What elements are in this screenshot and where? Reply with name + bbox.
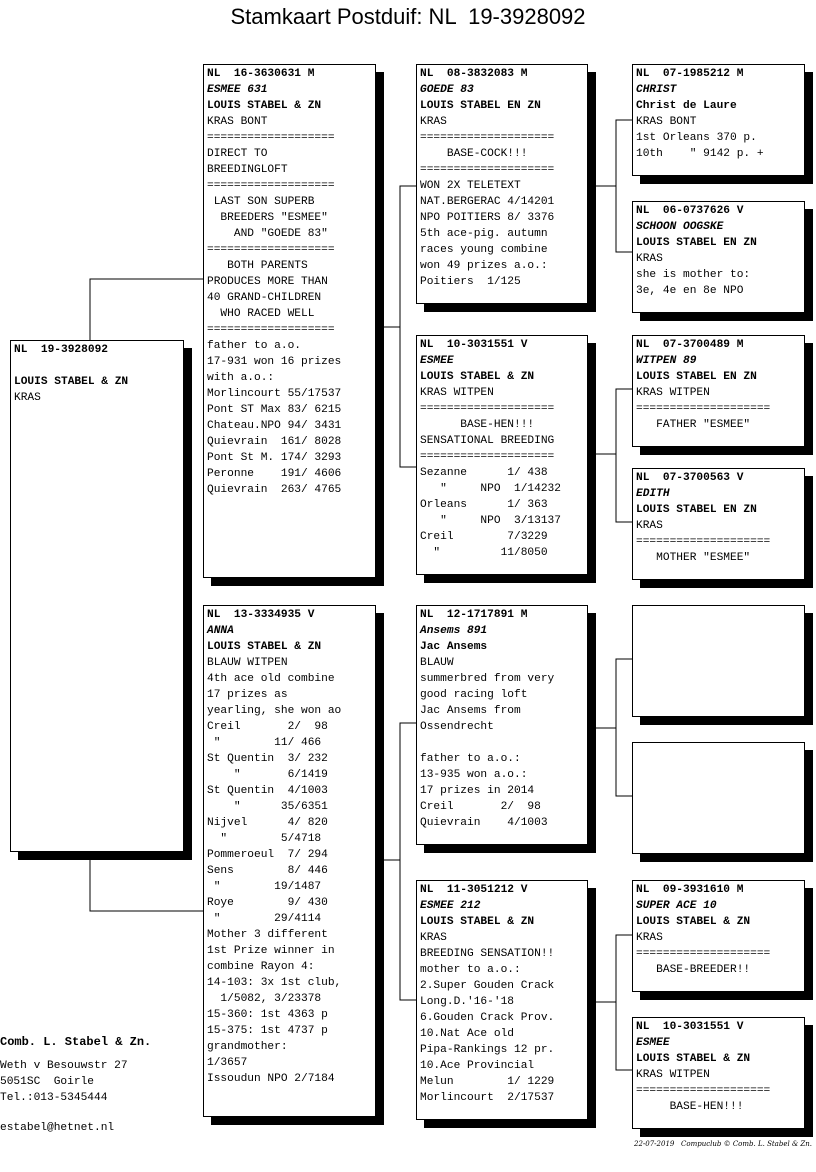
pigeon-card-father-mother[interactable]: [416, 335, 588, 575]
card-line: Pipa-Rankings 12 pr.: [420, 1044, 555, 1056]
connector-subject-father: [90, 279, 203, 340]
card-line: races young combine: [420, 244, 548, 256]
pigeon-card-mother[interactable]: [203, 605, 376, 1117]
card-line: GOEDE 83: [420, 84, 474, 96]
card-line: ESMEE: [420, 355, 454, 367]
card-line: ====================: [636, 948, 771, 960]
card-line: LOUIS STABEL EN ZN: [420, 100, 541, 112]
page-title: Stamkaart Postduif: NL 19-3928092: [230, 4, 586, 29]
card-line: " 35/6351: [207, 801, 328, 813]
card-line: 10.Nat Ace old: [420, 1028, 514, 1040]
pigeon-card-father-father[interactable]: [416, 64, 588, 304]
ring-number: NL 07-1985212 M: [636, 68, 744, 80]
breeder-name: Comb. L. Stabel & Zn.: [0, 1035, 152, 1049]
card-line: KRAS BONT: [207, 116, 268, 128]
card-line: 1/5082, 3/23378: [207, 993, 322, 1005]
breeder-email[interactable]: estabel@hetnet.nl: [0, 1122, 115, 1134]
breeder-spacer: [0, 1050, 151, 1058]
card-line: KRAS: [420, 116, 447, 128]
card-line: ====================: [636, 536, 771, 548]
card-line: ====================: [420, 451, 555, 463]
connector-mother-parents: [400, 723, 416, 1000]
card-line: " 11/8050: [420, 547, 548, 559]
card-line: ====================: [636, 403, 771, 415]
card-line: WON 2X TELETEXT: [420, 180, 521, 192]
ring-number: NL 07-3700563 V: [636, 472, 744, 484]
card-line: ====================: [420, 164, 555, 176]
card-line: KRAS: [636, 520, 663, 532]
card-line: ====================: [420, 132, 555, 144]
card-line: ===================: [207, 244, 335, 256]
card-line: yearling, she won ao: [207, 705, 342, 717]
card-line: 15-360: 1st 4363 p: [207, 1009, 328, 1021]
card-line: Quievrain 161/ 8028: [207, 436, 342, 448]
card-line: father to a.o.: [207, 340, 301, 352]
pigeon-card-father[interactable]: [203, 64, 376, 578]
card-line: BOTH PARENTS: [207, 260, 308, 272]
card-line: SENSATIONAL BREEDING: [420, 435, 555, 447]
card-line: Poitiers 1/125: [420, 276, 521, 288]
pigeon-card-mf-father-empty[interactable]: [632, 605, 805, 717]
card-line: ====================: [636, 1085, 771, 1097]
card-line: " 19/1487: [207, 881, 322, 893]
card-line: good racing loft: [420, 689, 528, 701]
card-line: 10.Ace Provincial: [420, 1060, 535, 1072]
card-line: MOTHER "ESMEE": [636, 552, 751, 564]
ring-number: NL 08-3832083 M: [420, 68, 528, 80]
card-line: WITPEN 89: [636, 355, 697, 367]
card-line: KRAS WITPEN: [420, 387, 494, 399]
pigeon-card-ff-mother[interactable]: [632, 201, 805, 313]
pigeon-card-subject[interactable]: [10, 340, 184, 852]
card-line: AND "GOEDE 83": [207, 228, 328, 240]
print-footer: 22-07-2019 Compuclub © Comb. L. Stabel & Zn.: [634, 1140, 812, 1148]
card-line: LOUIS STABEL & ZN: [420, 371, 535, 383]
card-line: BASE-HEN!!!: [420, 419, 535, 431]
card-line: ===================: [207, 132, 335, 144]
card-line: 3e, 4e en 8e NPO: [636, 285, 744, 297]
card-line: LOUIS STABEL & ZN: [636, 916, 751, 928]
card-line: KRAS: [636, 932, 663, 944]
pigeon-card-mm-father[interactable]: [632, 880, 805, 992]
card-line: Ossendrecht: [420, 721, 494, 733]
ring-number: NL 06-0737626 V: [636, 205, 744, 217]
ring-number: NL 07-3700489 M: [636, 339, 744, 351]
card-line: BLAUW WITPEN: [207, 657, 288, 669]
card-line: 17-931 won 16 prizes: [207, 356, 342, 368]
card-line: " NPO 1/14232: [420, 483, 561, 495]
card-line: KRAS WITPEN: [636, 387, 710, 399]
card-line: Nijvel 4/ 820: [207, 817, 328, 829]
ring-number: NL 09-3931610 M: [636, 884, 744, 896]
card-line: she is mother to:: [636, 269, 751, 281]
card-line: 4th ace old combine: [207, 673, 335, 685]
card-line: BLAUW: [420, 657, 454, 669]
card-line: 2.Super Gouden Crack: [420, 980, 555, 992]
card-line: 15-375: 1st 4737 p: [207, 1025, 328, 1037]
card-line: KRAS: [636, 253, 663, 265]
pigeon-card-mm-mother[interactable]: [632, 1017, 805, 1129]
connector-mm-parents: [616, 935, 632, 1070]
pigeon-card-mother-mother[interactable]: [416, 880, 588, 1120]
pigeon-card-mother-father[interactable]: [416, 605, 588, 845]
card-line: Pont ST Max 83/ 6215: [207, 404, 342, 416]
card-line: 1st Orleans 370 p.: [636, 132, 757, 144]
card-line: 13-935 won a.o.:: [420, 769, 528, 781]
breeder-spacer: [0, 1106, 151, 1120]
ring-number: NL 12-1717891 M: [420, 609, 528, 621]
card-line: BREEDINGLOFT: [207, 164, 288, 176]
card-line: with a.o.:: [207, 372, 275, 384]
card-line: Christ de Laure: [636, 100, 737, 112]
card-line: " 5/4718: [207, 833, 322, 845]
connector-subject-mother: [90, 852, 203, 911]
card-line: Sens 8/ 446: [207, 865, 328, 877]
card-line: Orleans 1/ 363: [420, 499, 548, 511]
card-line: ===================: [207, 180, 335, 192]
card-line: 10th " 9142 p. +: [636, 148, 764, 160]
card-line: Morlincourt 2/17537: [420, 1092, 555, 1104]
card-line: WHO RACED WELL: [207, 308, 315, 320]
card-line: Creil 7/3229: [420, 531, 548, 543]
card-line: Issoudun NPO 2/7184: [207, 1073, 335, 1085]
breeder-city: 5051SC Goirle: [0, 1076, 94, 1088]
card-line: BASE-COCK!!!: [420, 148, 528, 160]
card-line: [420, 735, 584, 751]
card-line: LOUIS STABEL & ZN: [207, 641, 322, 653]
card-line: LOUIS STABEL & ZN: [14, 376, 129, 388]
card-line: KRAS BONT: [636, 116, 697, 128]
card-line: ANNA: [207, 625, 234, 637]
card-line: Creil 2/ 98: [207, 721, 328, 733]
card-line: Jac Ansems from: [420, 705, 521, 717]
card-line: 14-103: 3x 1st club,: [207, 977, 342, 989]
card-line: FATHER "ESMEE": [636, 419, 751, 431]
card-line: NAT.BERGERAC 4/14201: [420, 196, 555, 208]
card-line: ESMEE 631: [207, 84, 268, 96]
card-line: LOUIS STABEL EN ZN: [636, 371, 757, 383]
card-line: ESMEE 212: [420, 900, 481, 912]
ring-number: NL 10-3031551 V: [420, 339, 528, 351]
ring-number: NL 13-3334935 V: [207, 609, 315, 621]
card-line: Peronne 191/ 4606: [207, 468, 342, 480]
card-line: Quievrain 4/1003: [420, 817, 548, 829]
card-line: BREEDERS "ESMEE": [207, 212, 328, 224]
card-line: SUPER ACE 10: [636, 900, 717, 912]
card-line: ===================: [207, 324, 335, 336]
card-line: DIRECT TO: [207, 148, 268, 160]
card-line: BREEDING SENSATION!!: [420, 948, 555, 960]
card-line: 40 GRAND-CHILDREN: [207, 292, 322, 304]
connector-ff-parents: [616, 120, 632, 252]
card-line: LOUIS STABEL EN ZN: [636, 237, 757, 249]
card-line: Creil 2/ 98: [420, 801, 541, 813]
pigeon-card-ff-father[interactable]: [632, 64, 805, 176]
card-line: St Quentin 4/1003: [207, 785, 328, 797]
card-line: father to a.o.:: [420, 753, 521, 765]
card-line: Mother 3 different: [207, 929, 328, 941]
ring-number: NL 10-3031551 V: [636, 1021, 744, 1033]
card-line: " 11/ 466: [207, 737, 322, 749]
breeder-street: Weth v Besouwstr 27: [0, 1060, 128, 1072]
card-line: Pont St M. 174/ 3293: [207, 452, 342, 464]
card-line: Quievrain 263/ 4765: [207, 484, 342, 496]
card-line: " NPO 3/13137: [420, 515, 561, 527]
card-line: LOUIS STABEL & ZN: [420, 916, 535, 928]
card-line: BASE-BREEDER!!: [636, 964, 751, 976]
card-line: won 49 prizes a.o.:: [420, 260, 548, 272]
card-line: Long.D.'16-'18: [420, 996, 514, 1008]
pigeon-card-mf-mother-empty[interactable]: [632, 742, 805, 854]
card-line: Ansems 891: [420, 625, 488, 637]
card-line: 17 prizes as: [207, 689, 288, 701]
card-line: Pommeroeul 7/ 294: [207, 849, 328, 861]
card-line: LOUIS STABEL & ZN: [207, 100, 322, 112]
card-line: LOUIS STABEL EN ZN: [636, 504, 757, 516]
connector-mf-parents: [616, 659, 632, 796]
card-line: [14, 358, 180, 374]
card-line: Jac Ansems: [420, 641, 488, 653]
card-line: PRODUCES MORE THAN: [207, 276, 328, 288]
card-line: NPO POITIERS 8/ 3376: [420, 212, 555, 224]
card-line: 1/3657: [207, 1057, 248, 1069]
breeder-phone: Tel.:013-5345444: [0, 1092, 108, 1104]
ring-number: NL 16-3630631 M: [207, 68, 315, 80]
card-line: combine Rayon 4:: [207, 961, 315, 973]
ring-number: NL 11-3051212 V: [420, 884, 528, 896]
card-line: grandmother:: [207, 1041, 288, 1053]
connector-father-parents: [400, 186, 416, 467]
pigeon-card-fm-father[interactable]: [632, 335, 805, 447]
card-line: LOUIS STABEL & ZN: [636, 1053, 751, 1065]
pigeon-card-fm-mother[interactable]: [632, 468, 805, 580]
card-line: Morlincourt 55/17537: [207, 388, 342, 400]
card-line: LAST SON SUPERB: [207, 196, 315, 208]
card-line: " 29/4114: [207, 913, 322, 925]
card-line: KRAS WITPEN: [636, 1069, 710, 1081]
card-line: " 6/1419: [207, 769, 328, 781]
card-line: BASE-HEN!!!: [636, 1101, 744, 1113]
card-line: St Quentin 3/ 232: [207, 753, 328, 765]
connector-fm-parents: [616, 389, 632, 522]
card-line: ====================: [420, 403, 555, 415]
card-line: summerbred from very: [420, 673, 555, 685]
card-line: mother to a.o.:: [420, 964, 521, 976]
card-line: SCHOON OOGSKE: [636, 221, 724, 233]
card-line: 6.Gouden Crack Prov.: [420, 1012, 555, 1024]
card-line: ESMEE: [636, 1037, 670, 1049]
card-line: Melun 1/ 1229: [420, 1076, 555, 1088]
card-line: 1st Prize winner in: [207, 945, 335, 957]
card-line: Sezanne 1/ 438: [420, 467, 548, 479]
card-line: Roye 9/ 430: [207, 897, 328, 909]
card-line: KRAS: [420, 932, 447, 944]
card-line: 5th ace-pig. autumn: [420, 228, 548, 240]
card-line: KRAS: [14, 392, 41, 404]
card-line: 17 prizes in 2014: [420, 785, 535, 797]
card-line: CHRIST: [636, 84, 677, 96]
ring-number: NL 19-3928092: [14, 344, 108, 356]
card-line: EDITH: [636, 488, 670, 500]
card-line: Chateau.NPO 94/ 3431: [207, 420, 342, 432]
breeder-contact: [0, 1034, 151, 1136]
